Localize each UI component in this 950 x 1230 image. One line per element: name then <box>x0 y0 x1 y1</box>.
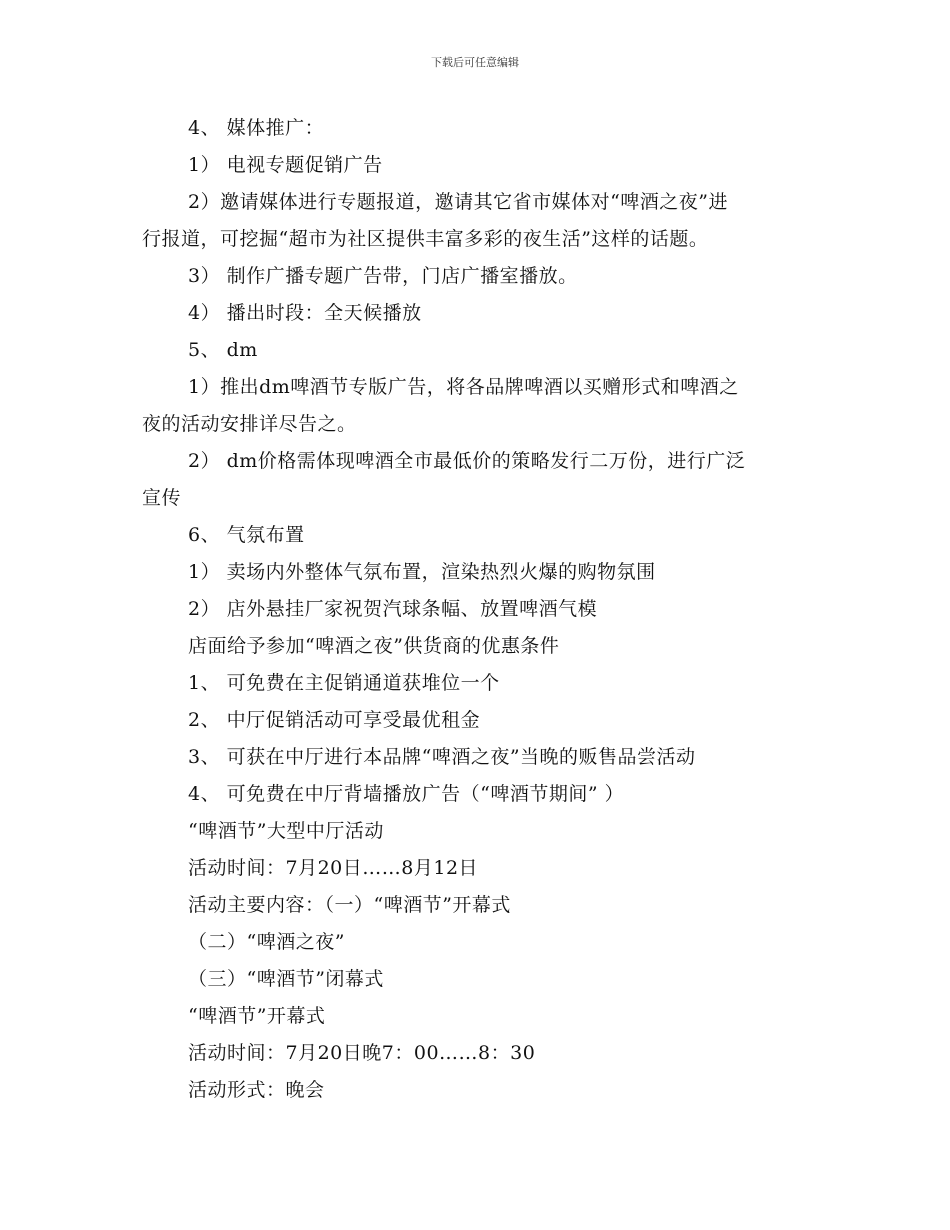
text-line: 1、 可免费在主促销通道获堆位一个 <box>188 672 500 694</box>
text-line: 宣传 <box>142 487 182 509</box>
text-line: 行报道，可挖掘“超市为社区提供丰富多彩的夜生活”这样的话题。 <box>142 228 709 250</box>
page-header: 下载后可任意编辑 <box>431 56 519 69</box>
text-line: 2、 中厅促销活动可享受最优租金 <box>188 709 481 731</box>
text-line: 3） 制作广播专题广告带，门店广播室播放。 <box>188 265 578 287</box>
text-line: 店面给予参加“啤酒之夜”供货商的优惠条件 <box>188 635 560 657</box>
text-line: 夜的活动安排详尽告之。 <box>142 413 357 435</box>
text-line: 4、 可免费在中厅背墙播放广告（“啤酒节期间” ） <box>188 783 625 805</box>
text-line: 6、 气氛布置 <box>188 524 305 546</box>
text-line: 2）邀请媒体进行专题报道，邀请其它省市媒体对“啤酒之夜”进 <box>188 191 729 213</box>
text-line: 活动时间：7月20日……8月12日 <box>188 857 479 879</box>
text-line: 活动形式：晚会 <box>188 1079 325 1101</box>
text-line: 1）推出dm啤酒节专版广告，将各品牌啤酒以买赠形式和啤酒之 <box>188 376 739 398</box>
text-line: 2） 店外悬挂厂家祝贺汽球条幅、放置啤酒气模 <box>188 598 598 620</box>
text-line: （二）“啤酒之夜” <box>188 931 345 953</box>
text-line: （三）“啤酒节”闭幕式 <box>188 968 384 990</box>
text-line: “啤酒节”大型中厅活动 <box>188 820 384 842</box>
text-line: “啤酒节”开幕式 <box>188 1005 326 1027</box>
text-line: 4、 媒体推广： <box>188 117 325 139</box>
text-line: 5、 dm <box>188 339 258 361</box>
text-line: 1） 卖场内外整体气氛布置，渲染热烈火爆的购物氛围 <box>188 561 656 583</box>
document-body <box>142 110 812 1109</box>
text-line: 活动主要内容：（一）“啤酒节”开幕式 <box>188 894 511 916</box>
text-line: 1） 电视专题促销广告 <box>188 154 383 176</box>
text-line: 4） 播出时段：全天候播放 <box>188 302 422 324</box>
text-line: 2） dm价格需体现啤酒全市最低价的策略发行二万份，进行广泛 <box>188 450 746 472</box>
text-line: 活动时间：7月20日晚7：00……8：30 <box>188 1042 536 1064</box>
text-line: 3、 可获在中厅进行本品牌“啤酒之夜”当晚的贩售品尝活动 <box>188 746 696 768</box>
